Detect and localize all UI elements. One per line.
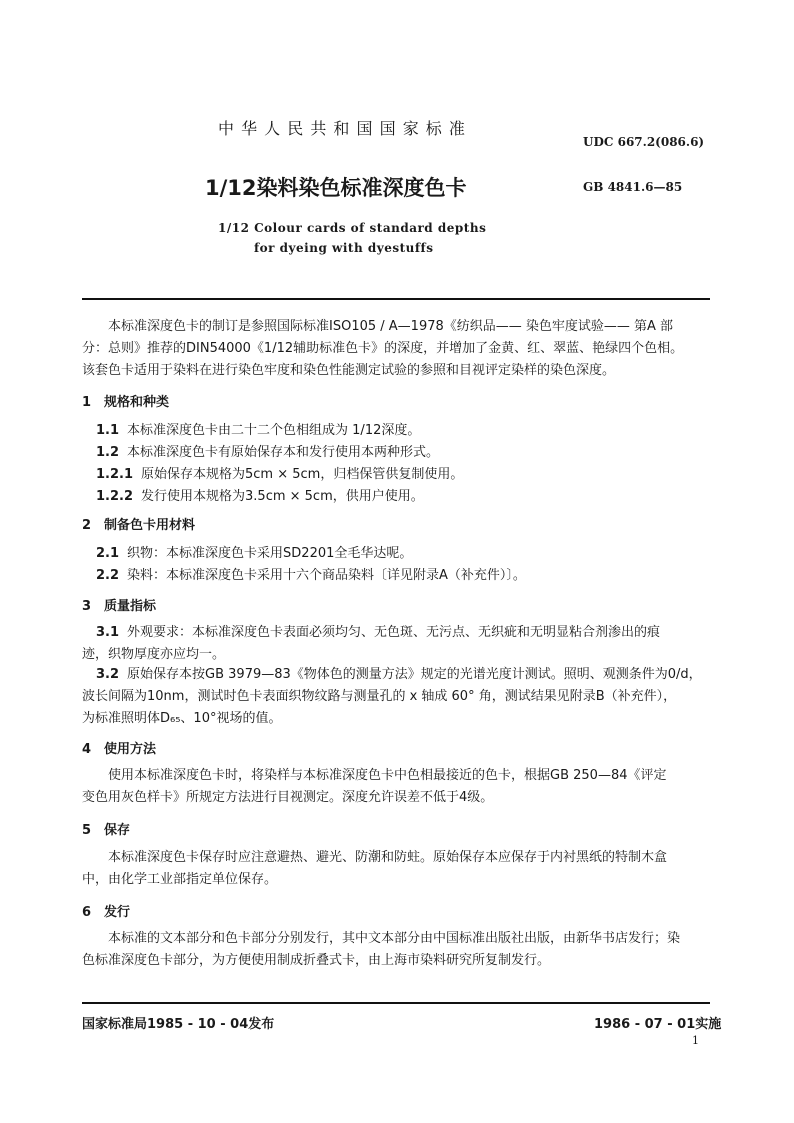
section-title: 使用方法 [104, 742, 157, 757]
issuing-country-header: 中 华 人 民 共 和 国 国 家 标 准 [218, 119, 466, 138]
clause-number: 2.1 [96, 546, 120, 561]
clause-text: 本标准深度色卡有原始保存本和发行使用本两种形式。 [127, 445, 440, 460]
section-title: 发行 [104, 905, 131, 920]
clause-1-2-2 [96, 485, 424, 504]
section-number: 3 [82, 599, 92, 614]
clause-text: 本标准深度色卡由二十二个色相组成为 1/12深度。 [127, 423, 421, 438]
clause-text: 原始保存本按GB 3979—83《物体色的测量方法》规定的光谱光度计测试。照明、观测条件为0/d， [127, 667, 702, 682]
clause-number: 1.2 [96, 445, 120, 460]
intro-paragraph [82, 316, 712, 382]
section-4-heading [82, 738, 156, 757]
section-2-heading [82, 514, 195, 533]
clause-1-1 [96, 419, 420, 438]
clause-3-1-line-2: 迹，织物厚度亦应均一。 [82, 647, 226, 662]
section-5-line-2: 中，由化学工业部指定单位保存。 [82, 872, 278, 887]
clause-number: 1.2.2 [96, 489, 134, 504]
clause-text: 外观要求：本标准深度色卡表面必须均匀、无色斑、无污点、无织疵和无明显粘合剂渗出的痕 [127, 625, 661, 640]
clause-3-2-line-2: 波长间隔为10nm，测试时色卡表面织物纹路与测量孔的 x 轴成 60° 角，测试结果见附录B（补充件）， [82, 689, 677, 704]
clause-2-1 [96, 542, 412, 561]
section-4-line-2: 变色用灰色样卡》所规定方法进行目视测定。深度允许误差不低于4级。 [82, 790, 494, 805]
intro-line-3: 该套色卡适用于染料在进行染色牢度和染色性能测定试验的参照和目视评定染样的染色深度。 [82, 363, 616, 378]
clause-text: 染料：本标准深度色卡采用十六个商品染料〔详见附录A（补充件）〕。 [127, 568, 526, 583]
section-1-heading [82, 391, 169, 410]
section-5-line-1: 本标准深度色卡保存时应注意避热、避光、防潮和防蛀。原始保存本应保存于内衬黑纸的特制木盒 [108, 850, 668, 865]
clause-2-2 [96, 564, 526, 583]
section-4-line-1: 使用本标准深度色卡时，将染样与本标准深度色卡中色相最接近的色卡，根据GB 250—84《评定 [108, 768, 667, 783]
section-5-heading [82, 819, 130, 838]
clause-number: 3.1 [96, 625, 120, 640]
section-title: 质量指标 [104, 599, 157, 614]
clause-number: 3.2 [96, 667, 120, 682]
clause-number: 2.2 [96, 568, 120, 583]
issue-date: 国家标准局1985 - 10 - 04发布 [82, 1017, 275, 1032]
clause-text: 发行使用本规格为3.5cm × 5cm，供用户使用。 [141, 489, 424, 504]
section-number: 4 [82, 742, 92, 757]
clause-number: 1.2.1 [96, 467, 134, 482]
header-divider [82, 298, 710, 300]
page-number: 1 [692, 1034, 699, 1047]
section-6-heading [82, 901, 130, 920]
section-number: 5 [82, 823, 92, 838]
section-5-body [82, 847, 712, 891]
section-title: 保存 [104, 823, 131, 838]
clause-1-2-1 [96, 463, 463, 482]
section-number: 1 [82, 395, 92, 410]
intro-line-1: 本标准深度色卡的制订是参照国际标准ISO105 / A—1978《纺织品—— 染色牢度试验—— 第A 部 [108, 319, 674, 334]
clause-text: 织物：本标准深度色卡采用SD2201全毛华达呢。 [127, 546, 413, 561]
document-title-cn: 1/12染料染色标准深度色卡 [205, 176, 467, 200]
section-number: 6 [82, 905, 92, 920]
section-title: 规格和种类 [104, 395, 170, 410]
udc-code: UDC 667.2(086.6) [583, 135, 705, 149]
intro-line-2: 分：总则》推荐的DIN54000《1/12辅助标准色卡》的深度，并增加了金黄、红、翠蓝、艳绿四个色相。 [82, 341, 684, 356]
section-6-line-1: 本标准的文本部分和色卡部分分别发行，其中文本部分由中国标准出版社出版，由新华书店发行；染 [108, 931, 681, 946]
gb-standard-code: GB 4841.6—85 [583, 180, 683, 194]
section-3-heading [82, 595, 156, 614]
section-6-line-2: 色标准深度色卡部分，为方便使用制成折叠式卡，由上海市染料研究所复制发行。 [82, 953, 551, 968]
document-title-en-line1: 1/12 Colour cards of standard depths [218, 221, 487, 235]
document-title-en-line2: for dyeing with dyestuffs [254, 241, 434, 255]
section-4-body [82, 765, 712, 809]
clause-number: 1.1 [96, 423, 120, 438]
clause-text: 原始保存本规格为5cm × 5cm，归档保管供复制使用。 [141, 467, 464, 482]
footer-divider [82, 1002, 710, 1004]
section-title: 制备色卡用材料 [104, 518, 196, 533]
effective-date: 1986 - 07 - 01实施 [594, 1017, 722, 1032]
clause-3-2-line-1 [82, 664, 712, 686]
section-6-body [82, 928, 712, 972]
clause-3-1-line-1 [82, 622, 712, 644]
section-number: 2 [82, 518, 92, 533]
clause-3-2 [82, 664, 712, 730]
clause-3-1 [82, 622, 712, 666]
clause-3-2-line-3: 为标准照明体D₆₅、10°视场的值。 [82, 711, 282, 726]
clause-1-2 [96, 441, 439, 460]
